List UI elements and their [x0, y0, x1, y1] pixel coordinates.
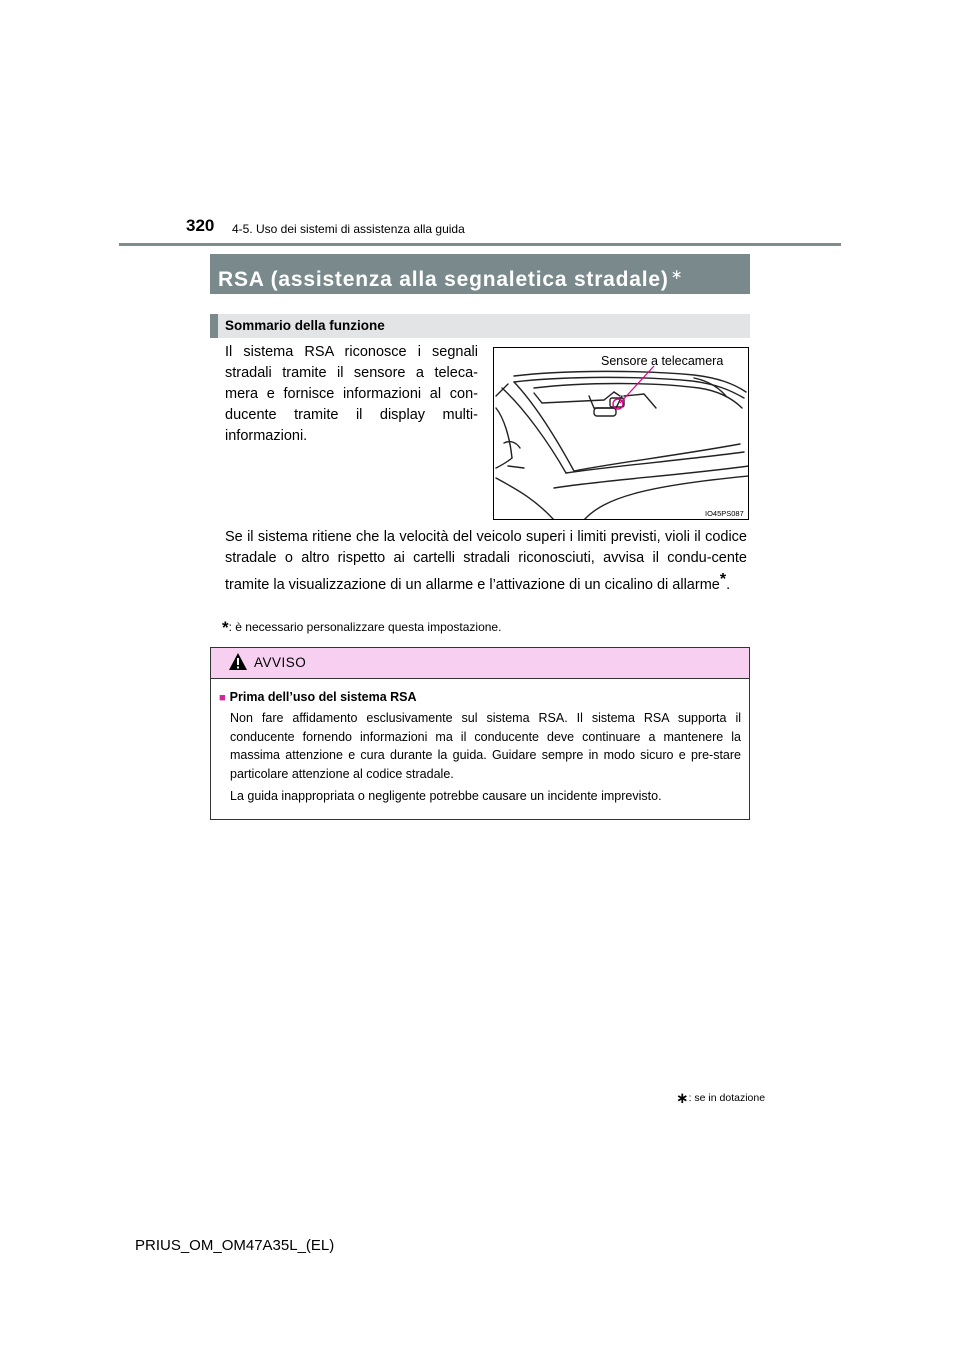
warning-subtitle [219, 690, 417, 704]
warning-triangle-icon [228, 652, 248, 672]
warning-text-1: Non fare affidamento esclusivamente sul sistema RSA. Il sistema RSA supporta il conducente fornendo informazioni ma il conducente deve continuare a mantenere la massima attenzione e cura durante la guida. Guidare sempre in modo sicuro e pre-stare particolare attenzione al codice stradale. [230, 711, 741, 781]
warning-subtitle-text: Prima dell’uso del sistema RSA [229, 690, 417, 704]
footnote-text: : è necessario personalizzare questa impostazione. [228, 620, 502, 634]
title-marker: ∗ [670, 266, 684, 282]
intro-paragraph: Il sistema RSA riconosce i segnali stradali tramite il sensore a teleca-mera e fornisce informazioni al con-ducente tramite il display multi-informazioni. [225, 344, 478, 444]
footnote-star: * [222, 618, 229, 637]
subheading: Sommario della funzione [210, 314, 750, 338]
header-rule [119, 243, 841, 246]
warning-text-2: La guida inappropriata o negligente potrebbe causare un incidente imprevisto. [230, 789, 662, 803]
main-paragraph [225, 527, 747, 596]
main-paragraph-end: . [726, 577, 731, 593]
footnote [222, 618, 501, 638]
warning-header [211, 648, 749, 679]
main-paragraph-text: Se il sistema ritiene che la velocità del veicolo superi i limiti previsti, violi il codice stradale o altro rispetto ai cartelli stradali riconosciuti, avvisa il condu-cente tramite la visualizzazione di un allarme e l’attivazione di un cicalino di allarme [225, 529, 747, 593]
page-title [210, 254, 750, 294]
windshield-illustration [494, 348, 749, 520]
page-title-text: RSA (assistenza alla segnaletica stradale) [218, 268, 669, 291]
figure-code: IO45PS087 [705, 509, 744, 518]
page-number: 320 [186, 216, 215, 235]
camera-sensor-figure [493, 347, 749, 520]
warning-bullet: ■ [219, 692, 226, 704]
figure-label: Sensore a telecamera [601, 354, 724, 368]
main-paragraph-star: * [719, 571, 727, 588]
dotation-text: : se in dotazione [688, 1092, 766, 1104]
dotation-star: ∗ [676, 1090, 689, 1107]
section-label: 4-5. Uso dei sistemi di assistenza alla guida [232, 222, 465, 236]
warning-title: AVVISO [254, 655, 307, 670]
document-id: PRIUS_OM_OM47A35L_(EL) [135, 1237, 335, 1254]
warning-box [210, 647, 750, 820]
dotation-note [676, 1089, 765, 1107]
